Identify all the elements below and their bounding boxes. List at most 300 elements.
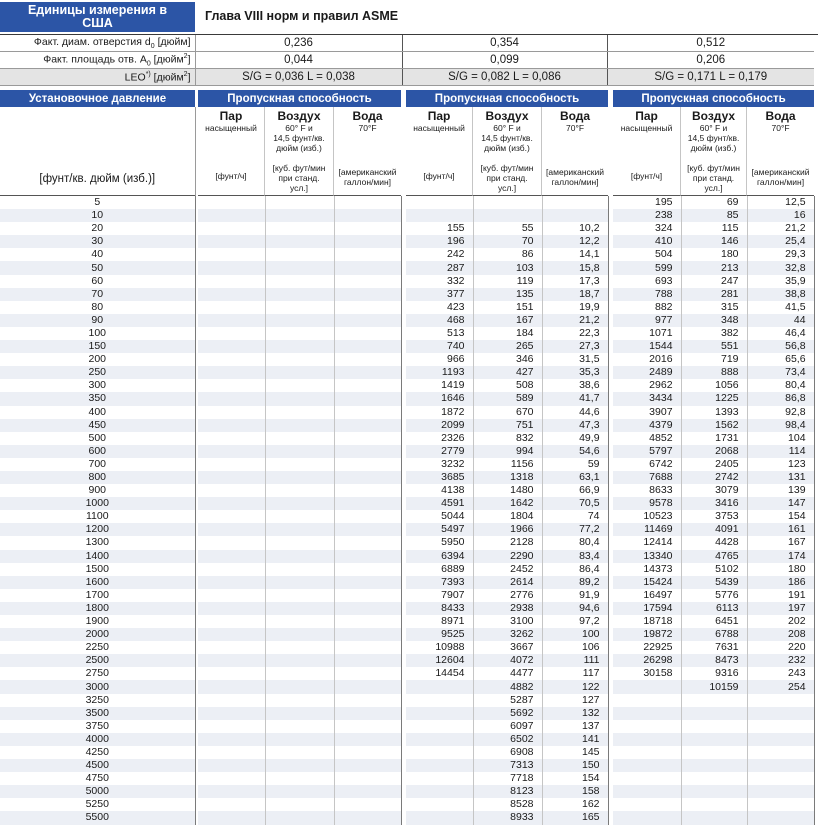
water-cell: 44,6 [542,406,608,419]
steam-cell [198,275,265,288]
air-column-header [265,107,334,196]
table-row [0,432,814,445]
table-row [0,314,814,327]
steam-cell [198,615,265,628]
air-cell [265,366,334,379]
water-cell: 161 [747,523,814,536]
water-cell [334,641,401,654]
steam-cell [198,667,265,680]
air-cell: 3100 [473,615,542,628]
water-cell [334,550,401,563]
pressure-cell: 200 [0,353,195,366]
water-cell: 139 [747,484,814,497]
capacity-header: Пропускная способность [198,90,401,107]
steam-cell: 10988 [406,641,473,654]
pressure-cell: 100 [0,327,195,340]
pressure-cell: 250 [0,366,195,379]
steam-desc: насыщенный [205,123,257,133]
water-cell: 73,4 [747,366,814,379]
steam-cell [613,680,681,693]
air-title: Воздух [277,109,321,123]
air-cell [681,811,747,824]
air-cell: 5776 [681,589,747,602]
water-cell [334,392,401,405]
water-unit: [американский [751,167,810,177]
water-cell [334,510,401,523]
water-cell [334,563,401,576]
steam-desc: насыщенный [413,123,465,133]
air-cell [265,301,334,314]
air-cell: 382 [681,327,747,340]
air-cell [265,248,334,261]
table-row [0,497,814,510]
steam-cell: 9525 [406,628,473,641]
air-cell: 670 [473,406,542,419]
water-cell: 180 [747,563,814,576]
table-row [0,746,814,759]
air-cell: 5439 [681,576,747,589]
steam-cell: 242 [406,248,473,261]
water-cell: 19,9 [542,301,608,314]
air-cell: 8528 [473,798,542,811]
water-cell: 15,8 [542,261,608,274]
water-cell: 220 [747,641,814,654]
diameter-label: Факт. диам. отверстия $d_0$ [дюйм] [0,35,195,52]
air-cell: 4477 [473,667,542,680]
steam-cell [198,288,265,301]
air-cell: 1056 [681,379,747,392]
steam-cell: 7688 [613,471,681,484]
pressure-cell: 5250 [0,798,195,811]
air-cell [265,628,334,641]
air-cell: 6451 [681,615,747,628]
water-cell [747,772,814,785]
air-cell: 4765 [681,550,747,563]
pressure-cell: 1600 [0,576,195,589]
steam-cell [613,733,681,746]
table-row [0,235,814,248]
steam-cell: 8433 [406,602,473,615]
steam-cell: 2489 [613,366,681,379]
water-cell [334,667,401,680]
steam-cell [198,733,265,746]
water-cell: 114 [747,445,814,458]
steam-cell: 3907 [613,406,681,419]
water-cell: 92,8 [747,406,814,419]
water-cell: 106 [542,641,608,654]
air-cell: 151 [473,301,542,314]
air-cell [265,497,334,510]
header [0,0,818,34]
steam-cell: 155 [406,222,473,235]
air-cell [265,471,334,484]
pressure-cell: 40 [0,248,195,261]
steam-cell: 977 [613,314,681,327]
water-cell: 131 [747,471,814,484]
air-desc: дюйм (изб.) [690,143,737,153]
air-cell: 2776 [473,589,542,602]
steam-title: Пар [219,109,243,123]
leo-value: S/G = 0,171 L = 0,179 [607,69,814,86]
table-row [0,301,814,314]
water-cell [334,720,401,733]
air-cell: 348 [681,314,747,327]
steam-cell: 410 [613,235,681,248]
air-cell: 4072 [473,654,542,667]
capacity-header: Пропускная способность [406,90,608,107]
air-cell [265,694,334,707]
pressure-cell: 4250 [0,746,195,759]
steam-cell: 6889 [406,563,473,576]
water-cell: 86,8 [747,392,814,405]
steam-cell: 4591 [406,497,473,510]
steam-column-header [198,107,265,196]
water-cell [747,733,814,746]
table-row [0,458,814,471]
steam-cell [198,510,265,523]
steam-cell: 1193 [406,366,473,379]
steam-cell: 377 [406,288,473,301]
diameter-value: 0,512 [607,35,814,52]
steam-cell: 693 [613,275,681,288]
air-cell: 508 [473,379,542,392]
air-unit: при станд. [278,173,320,183]
water-cell: 147 [747,497,814,510]
steam-cell: 1419 [406,379,473,392]
air-cell: 3262 [473,628,542,641]
water-cell: 83,4 [542,550,608,563]
pressure-cell: 1200 [0,523,195,536]
water-unit: [американский [546,167,604,177]
air-cell [265,563,334,576]
steam-cell [613,746,681,759]
steam-cell [198,222,265,235]
air-cell: 265 [473,340,542,353]
steam-unit: [фунт/ч] [423,171,455,181]
water-cell [747,707,814,720]
steam-cell: 26298 [613,654,681,667]
pressure-header: Установочное давление [0,90,195,107]
pressure-cell: 4500 [0,759,195,772]
table-row [0,811,814,824]
pressure-cell: 30 [0,235,195,248]
steam-cell [198,392,265,405]
water-cell [334,406,401,419]
water-cell [334,746,401,759]
air-cell: 8123 [473,785,542,798]
steam-cell [406,733,473,746]
air-cell: 888 [681,366,747,379]
steam-cell: 740 [406,340,473,353]
table-row [0,261,814,274]
steam-cell [198,471,265,484]
steam-cell [613,811,681,824]
water-cell: 63,1 [542,471,608,484]
pressure-cell: 1000 [0,497,195,510]
steam-cell [198,694,265,707]
steam-cell: 16497 [613,589,681,602]
water-cell [542,209,608,222]
steam-cell: 6742 [613,458,681,471]
water-cell [747,746,814,759]
steam-cell [406,707,473,720]
pressure-cell: 50 [0,261,195,274]
air-cell: 1318 [473,471,542,484]
air-cell [265,235,334,248]
steam-cell: 14454 [406,667,473,680]
water-column-header [334,107,401,196]
water-cell: 100 [542,628,608,641]
water-cell: 29,3 [747,248,814,261]
air-cell [265,222,334,235]
air-cell [265,733,334,746]
steam-cell: 6394 [406,550,473,563]
steam-cell [198,301,265,314]
water-cell: 56,8 [747,340,814,353]
water-cell: 197 [747,602,814,615]
steam-cell [406,720,473,733]
air-cell: 6113 [681,602,747,615]
air-desc: 14,5 фунт/кв. [273,133,325,143]
water-cell: 127 [542,694,608,707]
steam-cell: 196 [406,235,473,248]
water-unit: галлон/мин] [343,177,392,187]
water-cell [334,615,401,628]
steam-cell: 5497 [406,523,473,536]
water-cell: 98,4 [747,419,814,432]
pressure-cell: 300 [0,379,195,392]
water-cell: 154 [542,772,608,785]
table-row [0,419,814,432]
steam-cell: 8971 [406,615,473,628]
air-cell: 346 [473,353,542,366]
table-row [0,680,814,693]
water-unit: [американский [338,167,397,177]
air-column-header [681,107,747,196]
steam-cell [198,497,265,510]
steam-cell [198,589,265,602]
air-cell: 7313 [473,759,542,772]
water-cell: 44 [747,314,814,327]
air-cell [265,510,334,523]
water-cell: 80,4 [542,536,608,549]
water-cell [334,327,401,340]
pressure-cell: 800 [0,471,195,484]
water-cell: 17,3 [542,275,608,288]
water-cell: 186 [747,576,814,589]
air-cell: 2128 [473,536,542,549]
water-title: Вода [352,109,383,123]
air-desc: 60° F и [699,123,728,133]
steam-cell [406,811,473,824]
water-cell: 111 [542,654,608,667]
air-cell [265,458,334,471]
steam-cell [198,366,265,379]
units-line1: Единицы измерения в [27,3,168,17]
air-cell: 6908 [473,746,542,759]
air-cell: 3753 [681,510,747,523]
table-row [0,772,814,785]
air-cell: 1966 [473,523,542,536]
pressure-unit: [фунт/кв. дюйм (изб.)] [39,173,156,185]
water-cell: 41,7 [542,392,608,405]
air-title: Воздух [692,109,736,123]
table-row [0,288,814,301]
steam-cell: 10523 [613,510,681,523]
table-row [0,196,814,209]
air-cell [265,196,334,209]
air-cell: 69 [681,196,747,209]
steam-unit: [фунт/ч] [215,171,247,181]
steam-cell [198,327,265,340]
steam-cell [406,746,473,759]
water-cell [334,458,401,471]
table-row [0,523,814,536]
air-cell: 1393 [681,406,747,419]
table-row [0,550,814,563]
steam-cell: 2326 [406,432,473,445]
pressure-cell: 70 [0,288,195,301]
water-cell [334,707,401,720]
steam-cell: 15424 [613,576,681,589]
table-row [0,327,814,340]
steam-column-header [613,107,681,196]
water-cell [334,419,401,432]
water-cell: 202 [747,615,814,628]
steam-cell: 22925 [613,641,681,654]
air-cell [265,550,334,563]
air-unit: усл.] [289,183,309,193]
water-cell [334,628,401,641]
air-cell: 315 [681,301,747,314]
air-desc: 60° F и [493,123,521,133]
pressure-cell: 4750 [0,772,195,785]
air-cell [265,746,334,759]
air-cell: 2405 [681,458,747,471]
water-cell: 208 [747,628,814,641]
steam-cell [198,209,265,222]
water-cell [334,576,401,589]
steam-desc: насыщенный [620,123,673,133]
air-desc: дюйм (изб.) [276,143,322,153]
table-row [0,536,814,549]
steam-cell [198,314,265,327]
air-cell [265,209,334,222]
steam-cell: 18718 [613,615,681,628]
water-cell: 38,8 [747,288,814,301]
water-cell [334,353,401,366]
water-cell: 74 [542,510,608,523]
water-cell: 38,6 [542,379,608,392]
steam-cell [198,445,265,458]
steam-cell [198,536,265,549]
air-cell: 3416 [681,497,747,510]
steam-cell [198,235,265,248]
steam-cell: 332 [406,275,473,288]
water-cell [334,379,401,392]
pressure-cell: 350 [0,392,195,405]
air-cell [473,196,542,209]
water-cell [334,288,401,301]
table-row [0,484,814,497]
steam-cell [613,772,681,785]
air-cell [265,811,334,824]
air-desc: дюйм (изб.) [484,143,530,153]
steam-cell: 3232 [406,458,473,471]
water-cell: 104 [747,432,814,445]
water-cell: 167 [747,536,814,549]
steam-cell: 468 [406,314,473,327]
air-cell: 5692 [473,707,542,720]
pressure-cell: 1800 [0,602,195,615]
air-cell [265,759,334,772]
steam-cell: 8633 [613,484,681,497]
steam-cell [198,406,265,419]
table-row [0,615,814,628]
water-cell [334,602,401,615]
steam-cell [198,340,265,353]
pressure-cell: 1400 [0,550,195,563]
steam-cell: 2099 [406,419,473,432]
steam-cell [613,759,681,772]
air-cell: 167 [473,314,542,327]
steam-unit: [фунт/ч] [630,171,663,181]
water-cell [334,785,401,798]
steam-cell: 9578 [613,497,681,510]
air-cell: 135 [473,288,542,301]
air-cell [265,641,334,654]
air-cell [265,445,334,458]
steam-cell: 30158 [613,667,681,680]
water-cell [747,694,814,707]
water-cell [334,340,401,353]
pressure-cell: 500 [0,432,195,445]
pressure-cell: 3250 [0,694,195,707]
water-cell: 35,3 [542,366,608,379]
pressure-cell: 1900 [0,615,195,628]
air-cell [265,419,334,432]
table-row [0,641,814,654]
water-cell: 70,5 [542,497,608,510]
steam-cell [198,759,265,772]
steam-cell [198,419,265,432]
water-cell [334,589,401,602]
water-cell: 122 [542,680,608,693]
steam-title: Пар [635,109,658,123]
air-unit: при станд. [486,173,528,183]
steam-cell [198,602,265,615]
air-cell: 146 [681,235,747,248]
table-row [0,445,814,458]
steam-cell [613,694,681,707]
area-label: Факт. площадь отв. $A_0$ [дюйм$^2$] [0,52,195,69]
steam-cell: 238 [613,209,681,222]
steam-cell: 13340 [613,550,681,563]
water-cell [334,523,401,536]
air-cell [265,536,334,549]
air-cell: 55 [473,222,542,235]
spec-row-diameter [0,35,814,52]
air-cell [265,379,334,392]
water-cell: 77,2 [542,523,608,536]
water-cell: 162 [542,798,608,811]
air-cell: 6097 [473,720,542,733]
air-cell [265,707,334,720]
air-cell: 2452 [473,563,542,576]
air-cell: 6788 [681,628,747,641]
air-cell [265,484,334,497]
air-cell [265,261,334,274]
